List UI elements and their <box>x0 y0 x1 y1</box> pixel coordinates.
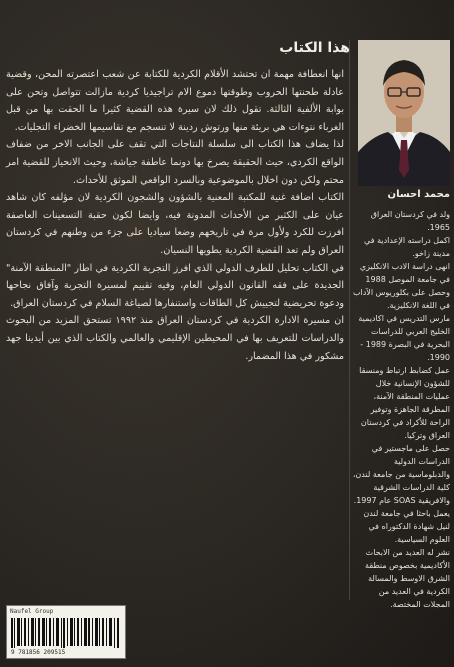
author-photo <box>358 40 450 186</box>
bio-item: انهى دراسة الادب الانكليزي في جامعة الموصل 1988 وحصل على بكلوريوس الآداب في اللغة الانكليزية. <box>352 262 450 310</box>
description-paragraph: ان مسيرة الادارة الكردية في كردستان العراق منذ ١٩٩٢ تستحق المزيد من البحوث والدراسات للتعريف بها في المحيطين الإقليمي والعالمي والكتاب الذي بين أيدينا جهد مشكور في هذا المضمار. <box>6 315 345 362</box>
section-title: هذا الكتاب <box>279 40 350 56</box>
author-name: محمد احسان <box>387 189 450 200</box>
bio-item: نشر له العديد من الابحاث الأكاديمية بخصوص منطقة الشرق الاوسط والمسالة الكردية في العديد من المجلات المختصة. <box>365 548 450 609</box>
description-paragraph: انها انعطافة مهمة ان تحتشد الأقلام الكردية للكتابة عن شعب اعتصرته المحن، وقضية عادلة طحنتها الحروب وطوقتها دموع الام تراجيديا كردية مازالت تتواصل وتحن على بوابة الألفية الثالثة. تقول ذلك لان سيرة هذه القضية كثيرا ما الحقت بها من قبل الغرباء نتوءات هي بريئة منها ورتوش ردينة لا تنسجم مع تقاسيمها الخضراء التجليات. <box>6 69 344 133</box>
bio-item: يعمل باحثا في جامعة لندن لنيل شهادة الدكتوراه في العلوم السياسية. <box>363 509 450 544</box>
bio-item: عمل كضابط ارتباط ومنسقا للشؤون الإنسانية خلال عمليات المنطقة الآمنة، المطرقة الجاهزة وتوفير الراحة للأكراد في كردستان العراق وتركيا. <box>359 366 450 440</box>
bio-item: حصل على ماجستير في الدراسات الدولية والدبلوماسية من جامعة لندن، كلية الدراسات الشرقية والافريقية SOAS عام 1997. <box>352 444 450 505</box>
author-bio <box>352 208 450 611</box>
isbn-number: 9 781856 209515 <box>11 649 66 656</box>
description-paragraph: في الكتاب تحليل للطرف الدولي الذي افرز التجربة الكردية في اطار "المنطقة الآمنة" الجديدة على فقه القانون الدولي العام، وفيه تقييم لمسيرة التجربة وآفاق نجاحها ودعوة تحريضية لتجييش كل الطاقات واستنفارها لصياغة السلام في كردستان العراق. <box>6 262 344 309</box>
bio-item: مارس التدريس في اكاديمية الخليج العربي للدراسات البحرية في البصرة 1989 - 1990. <box>358 314 450 362</box>
column-divider <box>349 40 350 600</box>
barcode-icon <box>11 618 121 648</box>
bio-item: ولد في كردستان العراق 1965. <box>370 210 450 232</box>
description-paragraph: الكتاب اضافة غنية للمكتبة المعنية بالشؤون والشجون الكردية لان مؤلفه كان شاهد عيان على الكثير من الأحداث المدونة فيه، وايضا لكون حقبة التسعينات العاصفة افرزت للكرد ولأول مرة في تاريخهم وضعا سياديا على جزء من وطنهم في كردستان العراق ولم تعد القضية الكردية يطويها النسيان. <box>6 192 344 256</box>
publisher-label: Naufel Group <box>10 608 54 615</box>
book-description <box>6 66 344 365</box>
bio-item: اكمل دراسته الإعدادية في مدينة زاخو. <box>364 236 450 258</box>
description-paragraph: لذا يضاف هذا الكتاب الى سلسلة النتاجات التي تقف على الجانب الاخر من ضفاف الواقع الكردي، حيث الحقيقة يصرخ بها دونما عاطفة جياشة، وحيث الانحياز للقضية امر محتم ولكن دون اخلال بالموضوعية وبالسرد الواقعي الموثق للأحداث. <box>6 139 344 186</box>
barcode-label <box>6 605 126 659</box>
